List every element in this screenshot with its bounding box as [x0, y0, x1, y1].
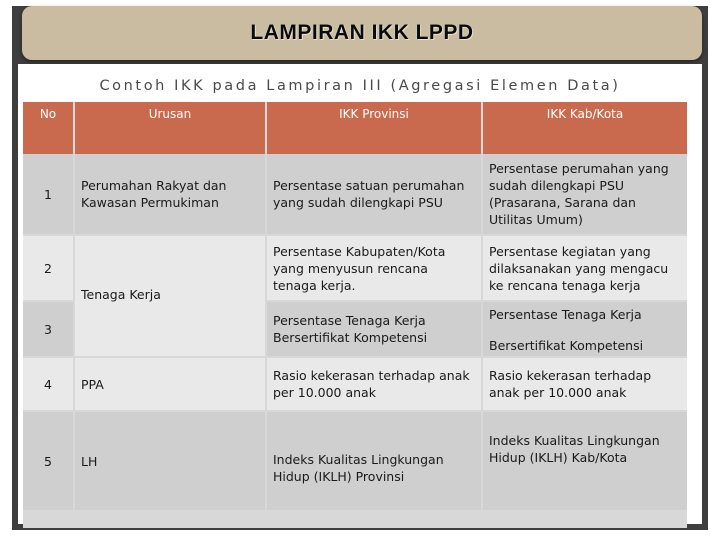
row3-ikk-kabkota	[483, 302, 687, 356]
row1-no: 1	[23, 154, 73, 234]
header-ikk-provinsi: IKK Provinsi	[267, 102, 481, 170]
row2-urusan: Tenaga Kerja	[75, 236, 265, 356]
slide-subtitle: Contoh IKK pada Lampiran III (Agregasi Elemen Data)	[99, 78, 621, 94]
row3-kabkota-line2: Bersertifikat Kompetensi	[489, 338, 644, 353]
row2-ikk-provinsi: Persentase Kabupaten/Kota yang menyusun rencana tenaga kerja.	[267, 236, 481, 300]
row3-no: 3	[23, 302, 73, 356]
header-urusan: Urusan	[75, 102, 265, 170]
header-no: No	[23, 102, 73, 170]
row4-no: 4	[23, 358, 73, 410]
slide-content	[18, 64, 702, 524]
row2-ikk-kabkota: Persentase kegiatan yang dilaksanakan yang mengacu ke rencana tenaga kerja	[483, 236, 687, 300]
row5-ikk-provinsi: Indeks Kualitas Lingkungan Hidup (IKLH) Provinsi	[267, 412, 481, 510]
header-ikk-kabkota: IKK Kab/Kota	[483, 102, 687, 170]
row4-ikk-provinsi: Rasio kekerasan terhadap anak per 10.000 anak	[267, 358, 481, 410]
title-banner	[22, 6, 702, 60]
row3-ikk-provinsi: Persentase Tenaga Kerja Bersertifikat Kompetensi	[267, 302, 481, 356]
row4-urusan: PPA	[75, 358, 265, 410]
row5-urusan: LH	[75, 412, 265, 510]
row1-urusan: Perumahan Rakyat dan Kawasan Permukiman	[75, 154, 265, 234]
row2-no: 2	[23, 236, 73, 300]
ikk-table	[23, 102, 687, 528]
row1-ikk-kabkota: Persentase perumahan yang sudah dilengkapi PSU (Prasarana, Sarana dan Utilitas Umum)	[483, 154, 687, 234]
row5-ikk-kabkota: Indeks Kualitas Lingkungan Hidup (IKLH) Kab/Kota	[483, 412, 687, 510]
row3-kabkota-line1: Persentase Tenaga Kerja	[489, 307, 642, 322]
row1-ikk-provinsi: Persentase satuan perumahan yang sudah dilengkapi PSU	[267, 154, 481, 234]
row4-ikk-kabkota: Rasio kekerasan terhadap anak per 10.000 anak	[483, 358, 687, 410]
row5-no: 5	[23, 412, 73, 510]
slide-title: LAMPIRAN IKK LPPD	[250, 21, 474, 44]
